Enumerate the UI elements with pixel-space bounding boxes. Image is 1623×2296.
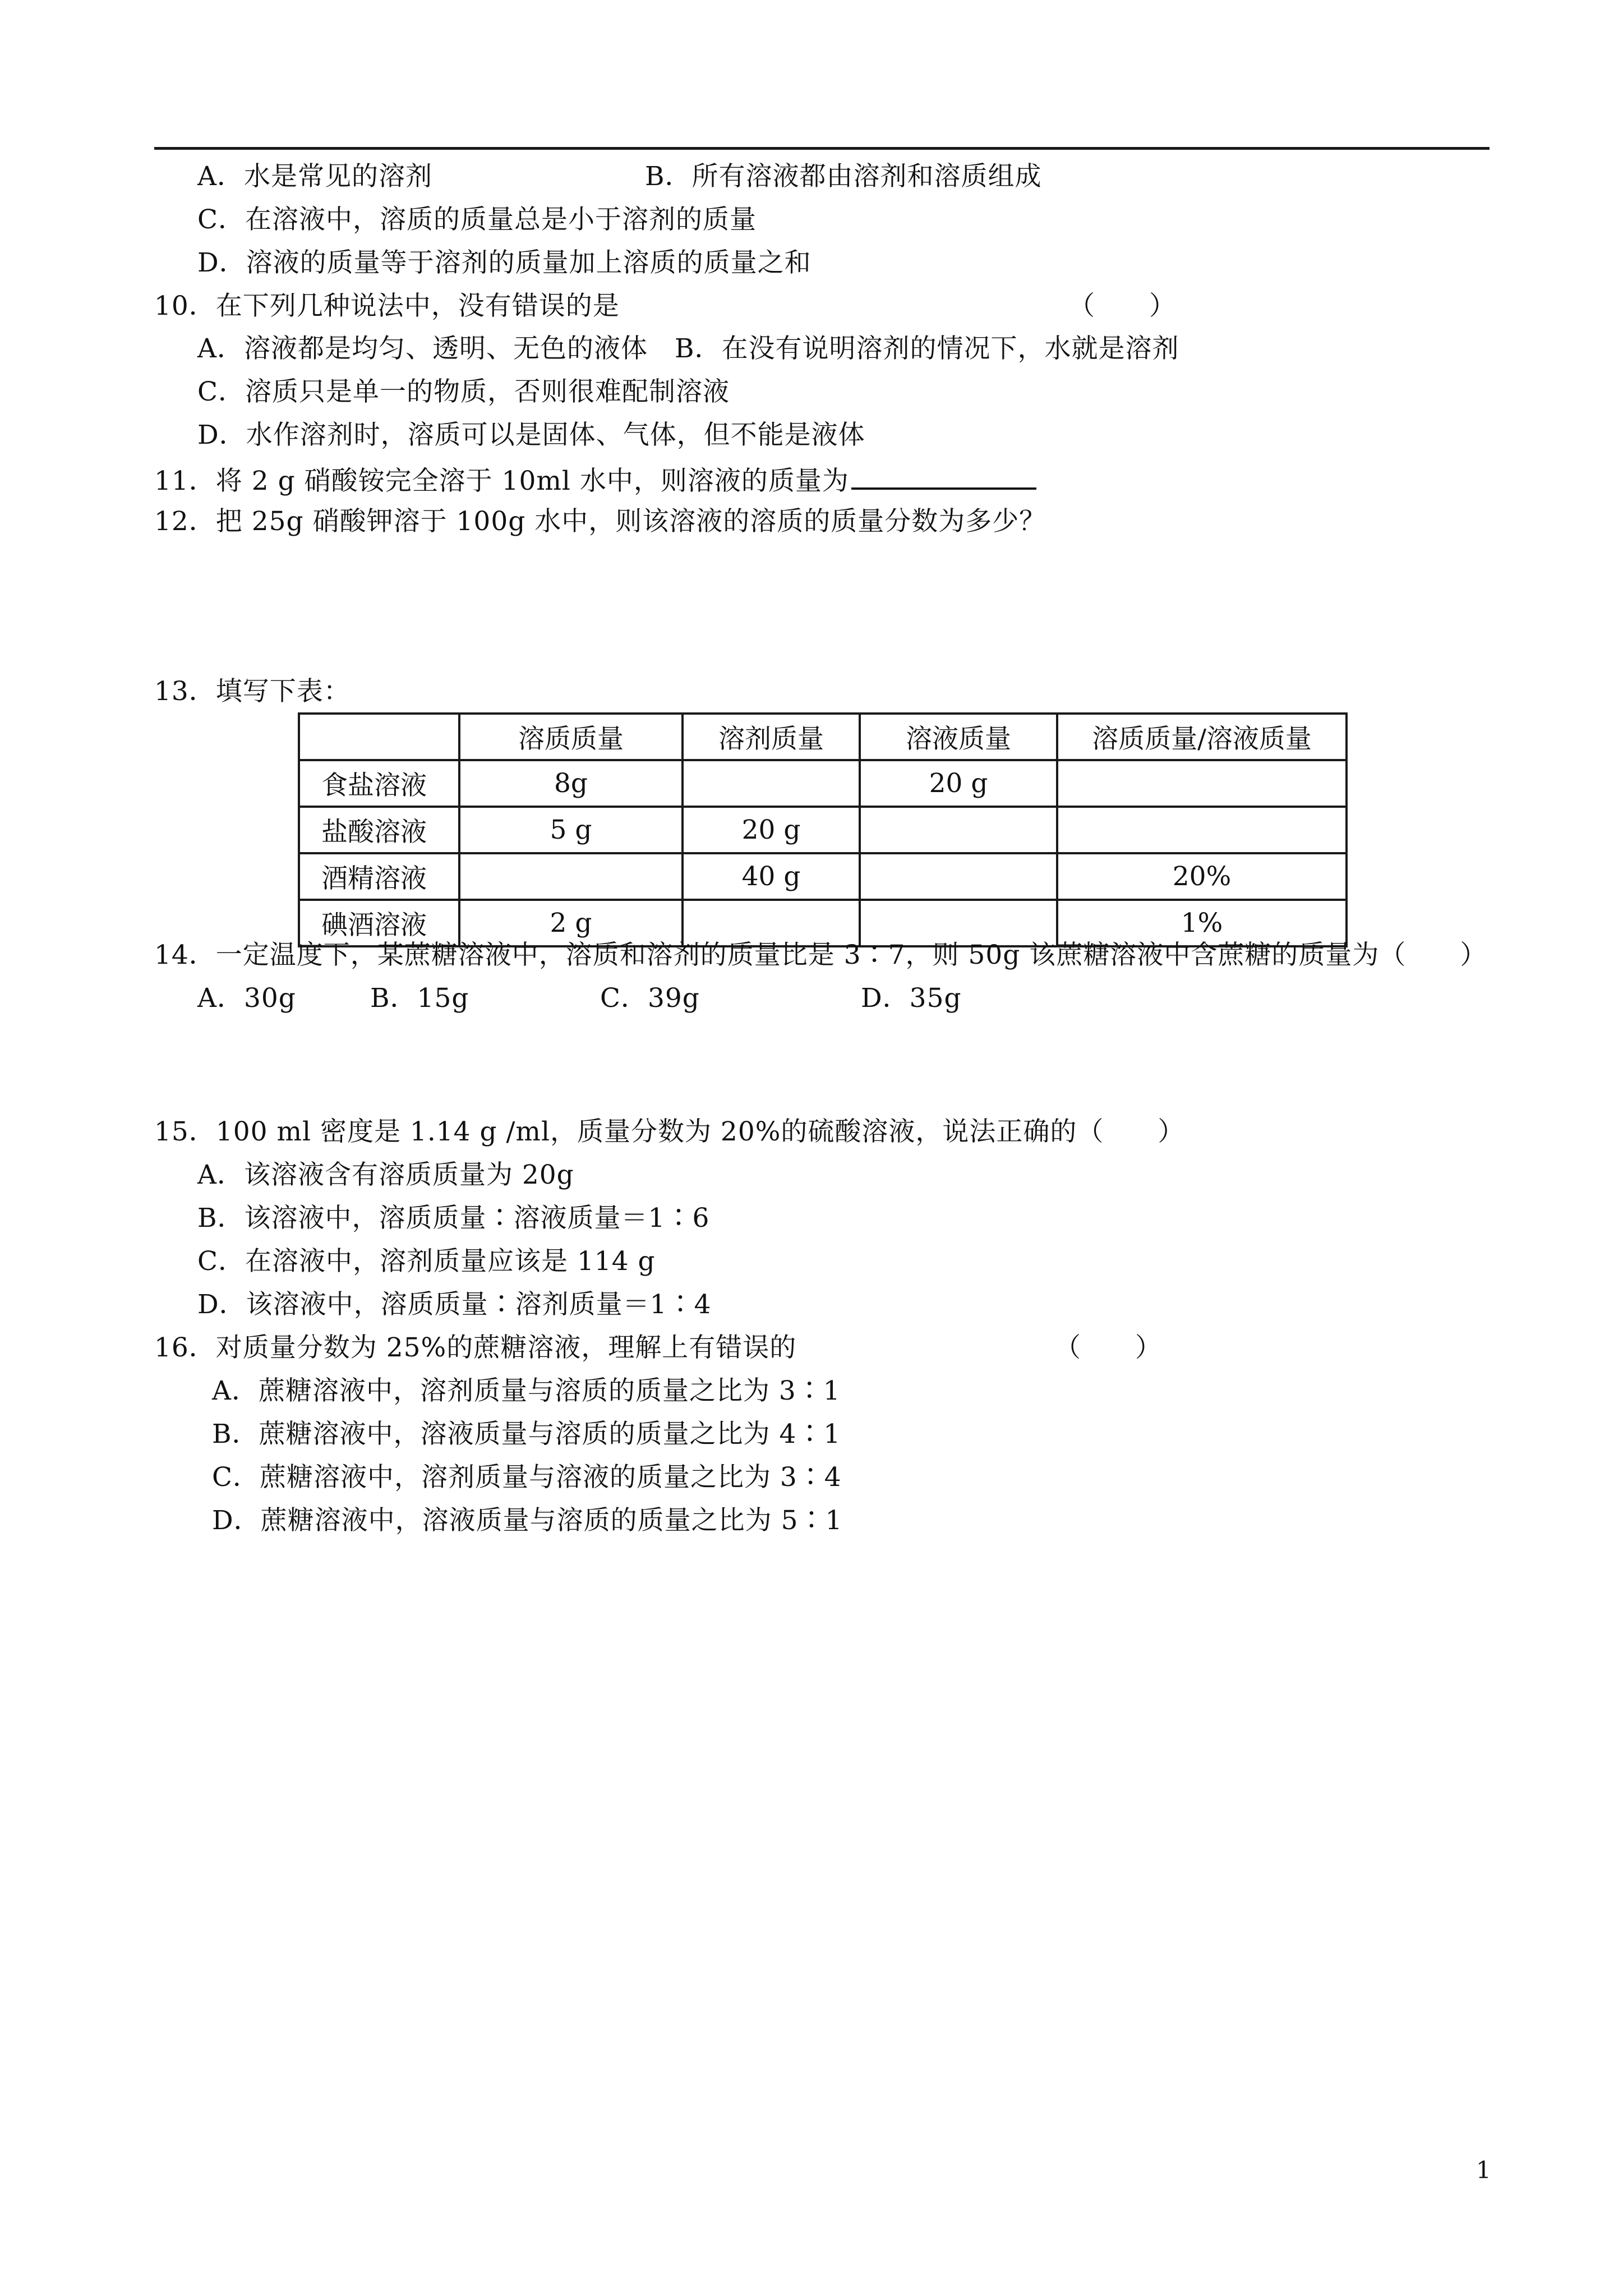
q12-stem: 12．把 25g 硝酸钾溶于 100g 水中，则该溶液的溶质的质量分数为多少？ [154, 506, 1046, 537]
q9-option-c: C．在溶液中，溶质的质量总是小于溶剂的质量 [197, 204, 757, 235]
table-row-label: 酒精溶液 [299, 853, 459, 900]
q16-answer-paren: （ ） [1054, 1332, 1162, 1363]
table-row-label: 食盐溶液 [299, 760, 459, 807]
header-rule [154, 147, 1490, 150]
q16-option-a: A．蔗糖溶液中，溶剂质量与溶质的质量之比为 3∶1 [212, 1375, 841, 1406]
table-cell [860, 853, 1057, 900]
table-cell [459, 853, 683, 900]
table-header-cell [299, 714, 459, 760]
page-number: 1 [1476, 2156, 1491, 2184]
q15-option-a: A．该溶液含有溶质质量为 20g [197, 1159, 574, 1190]
table-cell: 20% [1057, 853, 1347, 900]
table-cell: 20 g [860, 760, 1057, 807]
table-row [299, 760, 1347, 807]
table-row-label: 碘酒溶液 [299, 900, 459, 946]
table-row [299, 853, 1347, 900]
table-cell: 8g [459, 760, 683, 807]
q15-option-b: B．该溶液中，溶质质量∶溶液质量＝1∶6 [197, 1203, 710, 1234]
q10-option-c: C．溶质只是单一的物质，否则很难配制溶液 [197, 376, 730, 407]
q16-option-b: B．蔗糖溶液中，溶液质量与溶质的质量之比为 4∶1 [212, 1419, 841, 1450]
table-header-cell: 溶液质量 [860, 714, 1057, 760]
q9-option-b: B．所有溶液都由溶剂和溶质组成 [645, 161, 1042, 192]
q13-table [298, 712, 1348, 947]
table-row-label: 盐酸溶液 [299, 807, 459, 853]
table-cell: 20 g [683, 807, 860, 853]
table-cell [1057, 760, 1347, 807]
q10-stem: 10．在下列几种说法中，没有错误的是 [154, 291, 620, 321]
q10-option-a-b: A．溶液都是均匀、透明、无色的液体 B．在没有说明溶剂的情况下，水就是溶剂 [197, 333, 1179, 364]
q9-option-a: A．水是常见的溶剂 [197, 161, 432, 192]
table-cell: 40 g [683, 853, 860, 900]
table-header-cell: 溶质质量 [459, 714, 683, 760]
table-cell: 2 g [459, 900, 683, 946]
q11-stem: 11．将 2 g 硝酸铵完全溶于 10ml 水中，则溶液的质量为 [154, 466, 849, 496]
table-header-row [299, 714, 1347, 760]
table-header-cell: 溶质质量/溶液质量 [1057, 714, 1347, 760]
q16-option-c: C．蔗糖溶液中，溶剂质量与溶液的质量之比为 3∶4 [212, 1462, 842, 1493]
table-cell: 1% [1057, 900, 1347, 946]
q14-option-b: B．15g [370, 983, 469, 1014]
table-cell [683, 760, 860, 807]
q11-answer-blank [851, 463, 1036, 490]
table-cell [1057, 807, 1347, 853]
q10-answer-paren: （ ） [1068, 291, 1176, 321]
table-header-cell: 溶剂质量 [683, 714, 860, 760]
q9-option-d: D．溶液的质量等于溶剂的质量加上溶质的质量之和 [197, 247, 811, 278]
q14-option-d: D．35g [861, 983, 962, 1014]
table-row [299, 807, 1347, 853]
q10-option-d: D．水作溶剂时，溶质可以是固体、气体，但不能是液体 [197, 420, 865, 450]
q16-option-d: D．蔗糖溶液中，溶液质量与溶质的质量之比为 5∶1 [212, 1505, 843, 1536]
q15-option-d: D．该溶液中，溶质质量∶溶剂质量＝1∶4 [197, 1289, 712, 1320]
q11-line [154, 463, 1036, 497]
q14-option-a: A．30g [197, 983, 296, 1014]
q14-stem: 14．一定温度下，某蔗糖溶液中，溶质和溶剂的质量比是 3∶7，则 50g 该蔗糖溶液中含蔗糖的质量为（ ） [154, 940, 1487, 970]
table-cell [860, 807, 1057, 853]
table-cell: 5 g [459, 807, 683, 853]
q13-stem: 13．填写下表： [154, 676, 351, 707]
q16-stem: 16．对质量分数为 25%的蔗糖溶液，理解上有错误的 [154, 1332, 797, 1363]
q14-option-c: C．39g [600, 983, 700, 1014]
q15-option-c: C．在溶液中，溶剂质量应该是 114 g [197, 1246, 656, 1277]
q15-stem: 15．100 ml 密度是 1.14 g /ml，质量分数为 20%的硫酸溶液，说法正确的（ ） [154, 1116, 1185, 1147]
